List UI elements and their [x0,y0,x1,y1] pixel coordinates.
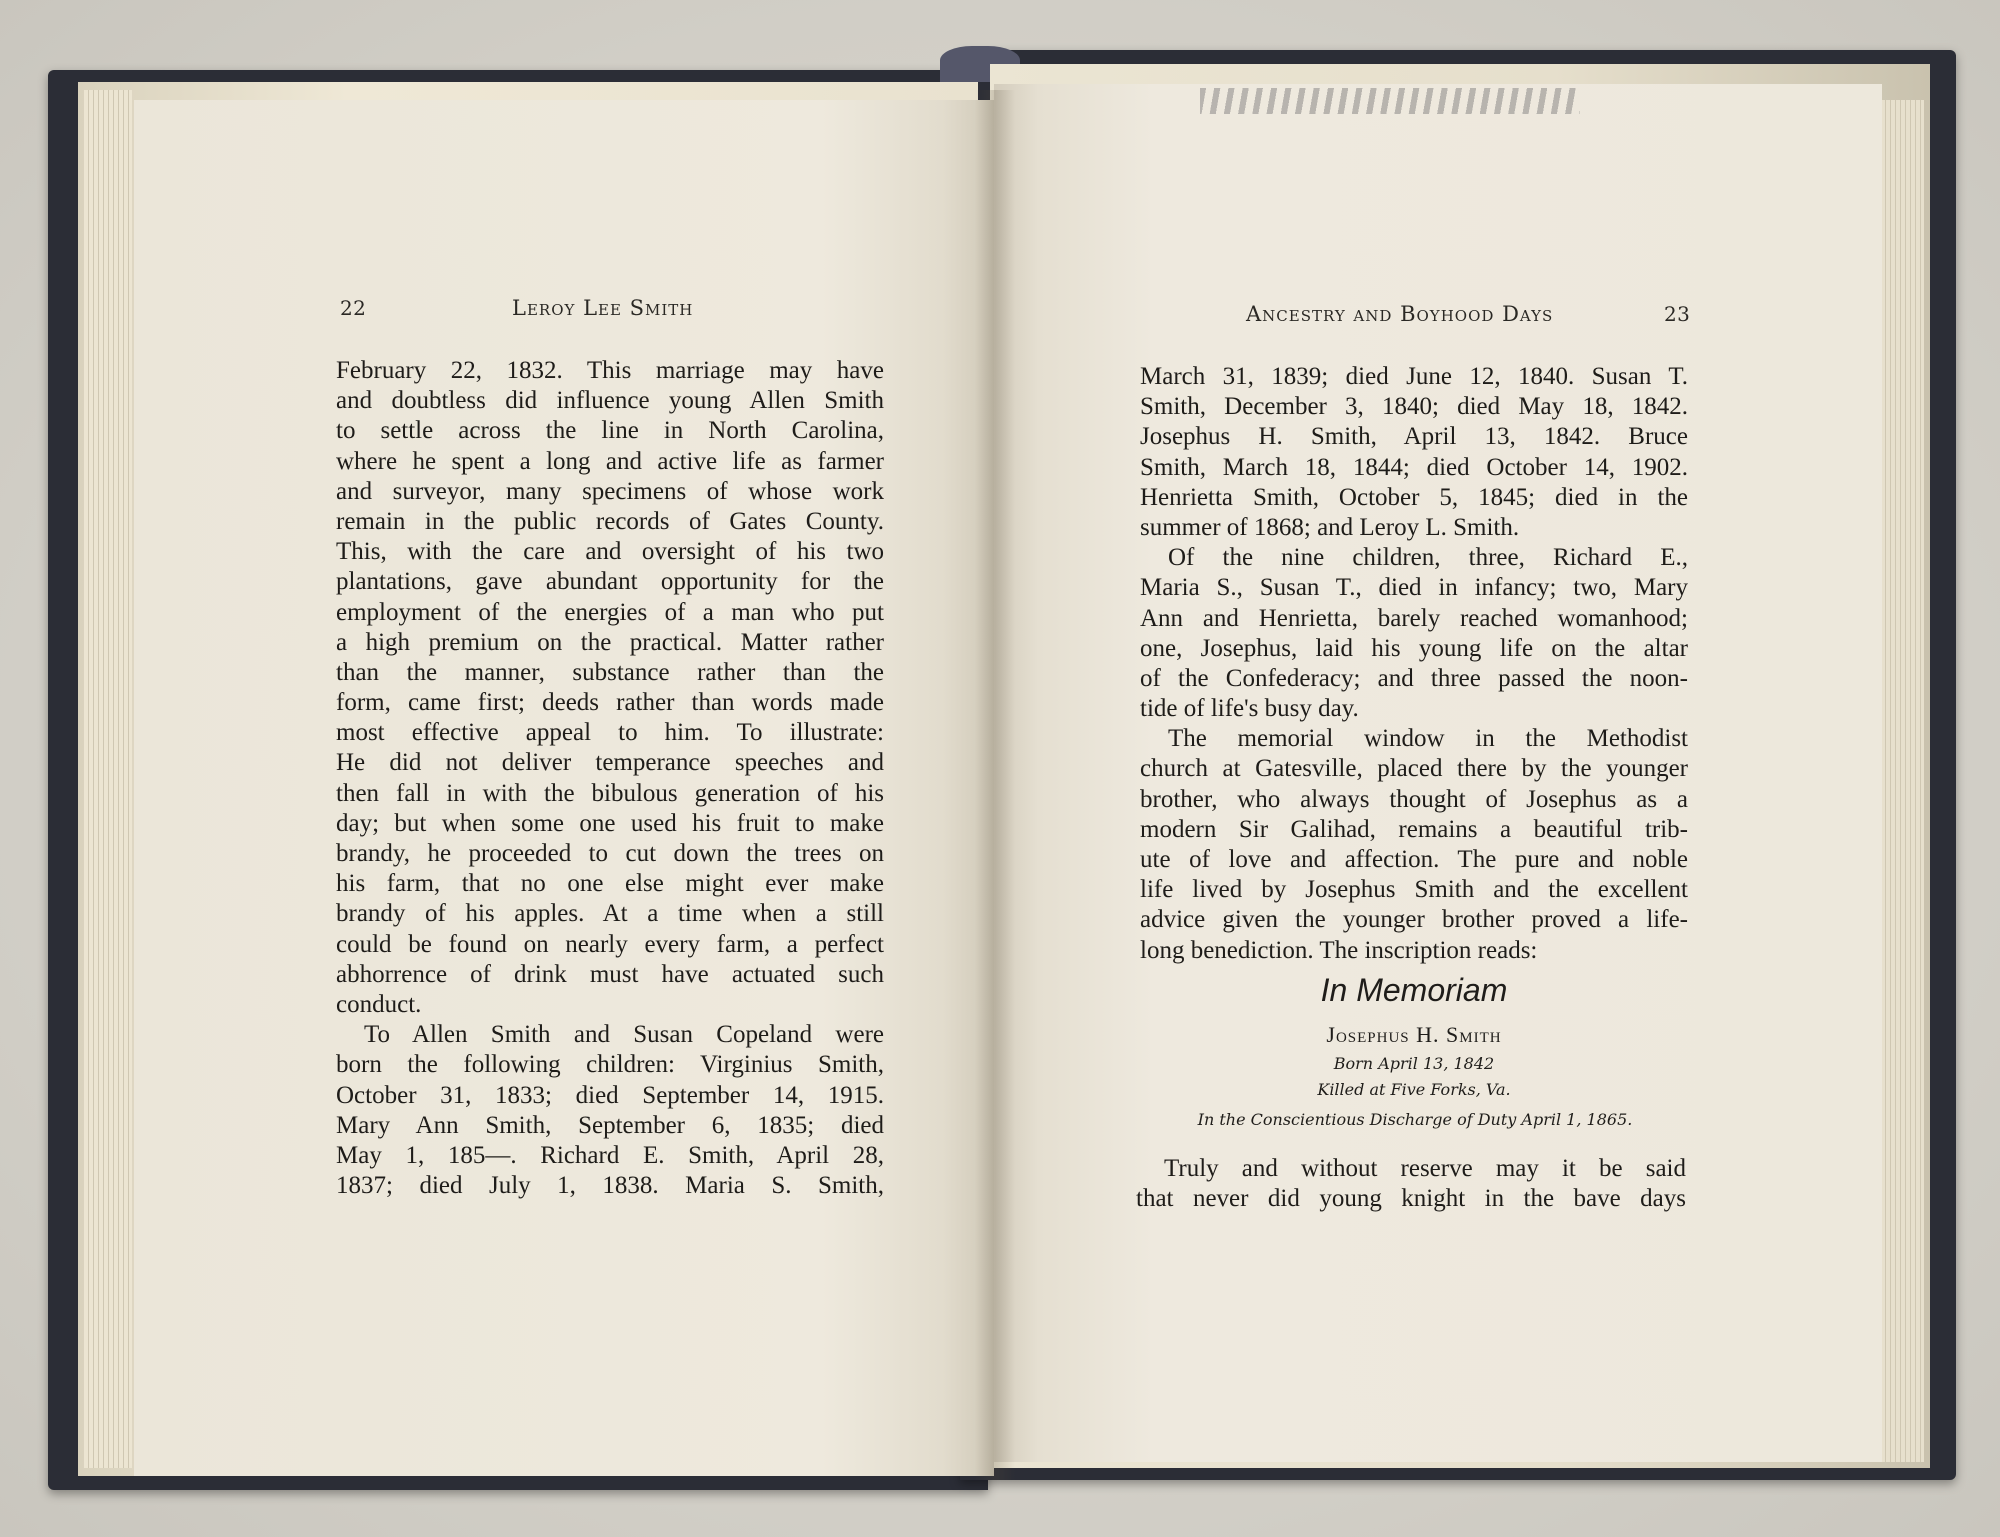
text-line: than the manner, substance rather than the [336,658,884,686]
text-line: and doubtless did influence young Allen Smith [336,387,884,415]
text-line: Truly and without reserve may it be said [1164,1155,1686,1182]
text-line: and surveyor, many specimens of whose work [336,477,884,505]
text-line: advice given the younger brother proved a life- [1140,906,1688,934]
text-line: a high premium on the practical. Matter rather [336,628,884,656]
memorial-name: Josephus H. Smith [1326,1022,1502,1047]
text-line: Josephus H. Smith, April 13, 1842. Bruce [1140,423,1688,451]
text-line: long benediction. The inscription reads: [1140,936,1538,964]
text-line: May 1, 185—. Richard E. Smith, April 28, [336,1141,884,1169]
left-body-text [336,356,884,1201]
text-line: most effective appeal to him. To illustrate: [336,719,884,747]
text-line: Of the nine children, three, Richard E., [1168,544,1688,572]
text-line: then fall in with the bibulous generation of his [336,779,884,807]
text-line: March 31, 1839; died June 12, 1840. Susan T. [1140,363,1688,390]
right-closing-text [1136,1154,1686,1214]
text-line: summer of 1868; and Leroy L. Smith. [1140,513,1520,541]
text-line: day; but when some one used his fruit to make [336,809,884,837]
text-line: where he spent a long and active life as farmer [336,447,884,475]
text-line: church at Gatesville, placed there by the younger [1140,755,1688,783]
text-line: brandy of his apples. At a time when a still [336,900,884,928]
text-line: plantations, gave abundant opportunity for the [336,568,884,596]
text-line: ute of love and affection. The pure and noble [1140,846,1688,873]
memorial-title: In Memoriam [1320,972,1508,1008]
text-line: Maria S., Susan T., died in infancy; two, Mary [1140,574,1688,602]
text-line: The memorial window in the Methodist [1168,725,1688,753]
memorial-born: Born April 13, 1842 [1333,1054,1495,1073]
page-edges-right [1880,100,1924,1462]
memorial-killed: Killed at Five Forks, Va. [1317,1080,1511,1099]
text-line: tide of life's busy day. [1140,695,1359,723]
text-line: life lived by Josephus Smith and the excellent [1140,876,1688,904]
text-line: This, with the care and oversight of his two [336,538,884,566]
text-line: He did not deliver temperance speeches and [336,749,884,777]
right-page-number: 23 [1664,302,1691,326]
memorial-duty: In the Conscientious Discharge of Duty April 1, 1865. [1197,1110,1633,1129]
text-line: To Allen Smith and Susan Copeland were [364,1021,884,1049]
page-edges-left [84,90,132,1468]
text-line: modern Sir Galihad, remains a beautiful trib- [1140,815,1688,843]
text-line: his farm, that no one else might ever make [336,870,884,898]
text-line: October 31, 1833; died September 14, 1915. [336,1081,884,1109]
text-line: that never did young knight in the bave days [1136,1185,1686,1213]
text-line: remain in the public records of Gates County. [336,507,884,535]
text-line: February 22, 1832. This marriage may have [336,357,884,384]
left-page-number: 22 [340,296,367,320]
text-line: Mary Ann Smith, September 6, 1835; died [336,1111,884,1139]
text-line: form, came first; deeds rather than words made [336,689,884,717]
text-line: Henrietta Smith, October 5, 1845; died in the [1140,483,1688,511]
text-line: abhorrence of drink must have actuated such [336,960,884,988]
text-line: born the following children: Virginius Smith, [336,1051,884,1079]
show-through-ink [1200,88,1580,114]
text-line: one, Josephus, laid his young life on the altar [1140,634,1688,662]
text-line: brandy, he proceeded to cut down the trees on [336,840,884,867]
text-line: employment of the energies of a man who put [336,598,884,626]
right-body-text [1140,362,1688,966]
text-line: brother, who always thought of Josephus as a [1140,785,1688,813]
text-line: Smith, December 3, 1840; died May 18, 1842. [1140,393,1688,421]
text-line: Smith, March 18, 1844; died October 14, 1902. [1140,453,1688,481]
left-running-title: Leroy Lee Smith [512,296,694,320]
text-line: to settle across the line in North Carolina, [336,417,884,445]
text-line: could be found on nearly every farm, a perfect [336,930,884,958]
text-line: of the Confederacy; and three passed the noon- [1140,664,1688,692]
gutter-shadow [975,90,1015,1480]
right-running-title: Ancestry and Boyhood Days [1246,302,1554,326]
text-line: 1837; died July 1, 1838. Maria S. Smith, [336,1172,884,1200]
text-line: Ann and Henrietta, barely reached womanhood; [1140,604,1688,632]
text-line: conduct. [336,990,422,1018]
